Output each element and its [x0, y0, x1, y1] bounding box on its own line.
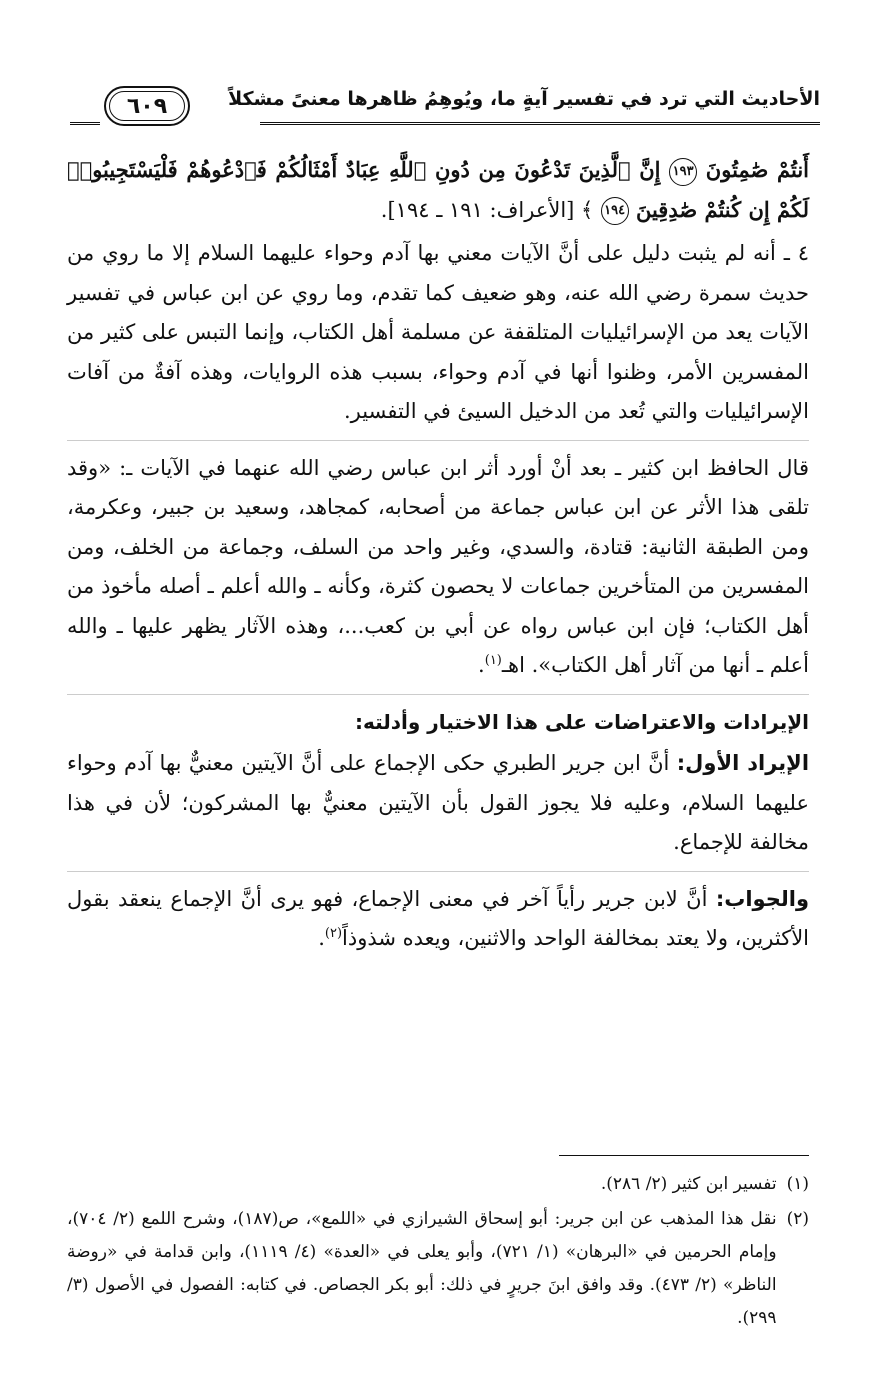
footnote-number: (١) — [786, 1174, 809, 1194]
verse-fragment-1: أَنتُمْ صَٰمِتُونَ — [705, 157, 810, 182]
paragraph-separator — [67, 694, 809, 695]
answer-lead: والجواب: — [715, 886, 809, 911]
answer-text: أنَّ لابن جرير رأياً آخر في معنى الإجماع، فهو يرى أنَّ الإجماع ينعقد بقول الأكثرين، ولا يعتد بمخالفة الواحد والاثنين، ويعده شذوذاً — [67, 886, 809, 950]
footnote — [67, 1203, 809, 1335]
footnote-number: (٢) — [786, 1209, 809, 1229]
section-heading: الإيرادات والاعتراضات على هذا الاختيار وأدلته: — [354, 709, 809, 734]
main-text — [67, 150, 809, 959]
ibn-kathir-quote: قال الحافظ ابن كثير ـ بعد أنْ أورد أثر ابن عباس رضي الله عنهما في الآيات ـ: «وقد تلقى هذا الأثر عن ابن عباس جماعة من أصحابه، كمجاهد، وسعيد بن جبير، وعكرمة، ومن الطبقة الثانية: قتادة، والسدي، وغير واحد من السلف، وجماعة من الخلف، ومن المفسرين من المتأخرين جماعات لا يحصون كثرة، وكأنه ـ والله أعلم ـ أصله مأخوذ من أهل الكتاب؛ فإن ابن عباس رواه عن أبي بن كعب...، وهذه الآثار يظهر عليها ـ والله أعلم ـ أنها من آثار أهل الكتاب». اهـ$^{(١)}$. — [67, 455, 809, 677]
footnote — [67, 1168, 809, 1201]
quran-verse — [67, 150, 809, 230]
ayah-number-194: ١٩٤ — [601, 197, 629, 225]
paragraph-separator — [67, 871, 809, 872]
footnote-text: تفسير ابن كثير (٢/ ٢٨٦). — [600, 1174, 777, 1194]
ibn-kathir-text: قال الحافظ ابن كثير ـ بعد أنْ أورد أثر ابن عباس رضي الله عنهما في الآيات ـ: «وقد تلقى هذا الأثر عن ابن عباس جماعة من أصحابه، كمجاهد، وسعيد بن جبير، وعكرمة، ومن الطبقة الثانية: قتادة، والسدي، وغير واحد من السلف، وجماعة من الخلف، ومن المفسرين من المتأخرين جماعات لا يحصون كثرة، وكأنه ـ والله أعلم ـ أصله مأخوذ من أهل الكتاب؛ فإن ابن عباس رواه عن أبي بن كعب...، وهذه الآثار يظهر عليها ـ والله أعلم ـ أنها من آثار أهل الكتاب». اهـ — [67, 455, 809, 677]
footnotes — [67, 1168, 809, 1337]
answer-paragraph: والجواب: أنَّ لابن جرير رأياً آخر في معنى الإجماع، فهو يرى أنَّ الإجماع ينعقد بقول الأكثرين، ولا يعتد بمخالفة الواحد والاثنين، ويعده شذوذاً$^{(٢)}$. — [67, 886, 809, 950]
first-objection — [67, 744, 809, 863]
footnote-rule — [559, 1155, 809, 1156]
footnote-ref-1: (١) — [484, 653, 502, 668]
objection-text: أنَّ ابن جرير الطبري حكى الإجماع على أنَّ الآيتين معنيٌّ بها آدم وحواء عليهما السلام، وعليه فلا يجوز القول بأن الآيتين معنيٌّ بها المشركون؛ لأن في هذا مخالفة للإجماع. — [67, 751, 809, 854]
running-header — [70, 70, 820, 130]
page-number: ٦٠٩ — [104, 86, 190, 126]
point-4-paragraph: ٤ ـ أنه لم يثبت دليل على أنَّ الآيات معني بها آدم وحواء عليهما السلام إلا ما روي من حديث سمرة رضي الله عنه، وهو ضعيف كما تقدم، وما روي عن ابن عباس في تفسير الآيات يعد من الإسرائيليات المتلقفة عن مسلمة أهل الكتاب، وإنما التبس على كثير من المفسرين الأمر، وظنوا أنها في آدم وحواء، بسبب هذه الروايات، وهذه آفةٌ من آفات الإسرائيليات والتي تُعد من الدخيل السيئ في التفسير. — [67, 241, 809, 423]
header-rule — [260, 122, 820, 125]
running-title: الأحاديث التي ترد في تفسير آيةٍ ما، ويُوهِمُ ظاهرها معنىً مشكلاً — [228, 88, 820, 110]
verse-fragment-2: إِنَّ ٱلَّذِينَ تَدْعُونَ مِن دُونِ ٱللَّهِ عِبَادٌ أَمْثَالُكُمْ فَٱدْعُوهُمْ فَلْيَسْتَجِيبُوا۟ لَكُمْ إِن كُنتُمْ صَٰدِقِينَ — [67, 157, 809, 222]
footnote-text: نقل هذا المذهب عن ابن جرير: أبو إسحاق الشيرازي في «اللمع»، ص(١٨٧)، وشرح اللمع (٢/ ٧٠٤)، وإمام الحرمين في «البرهان» (١/ ٧٢١)، وأبو يعلى في «العدة» (٤/ ١١١٩)، وابن قدامة في «روضة الناظر» (٢/ ٤٧٣). وقد وافق ابنَ جريرٍ في ذلك: أبو بكر الجصاص. في كتابه: الفصول في الأصول (٣/ ٢٩٩). — [67, 1209, 777, 1328]
header-rule-left — [70, 122, 100, 125]
verse-reference: ﴾ [الأعراف: ١٩١ ـ ١٩٤]. — [380, 197, 594, 222]
paragraph-separator — [67, 440, 809, 441]
footnote-ref-2: (٢) — [324, 926, 343, 941]
objection-lead: الإيراد الأول: — [676, 751, 810, 775]
ayah-number-193: ١٩٣ — [669, 158, 697, 186]
